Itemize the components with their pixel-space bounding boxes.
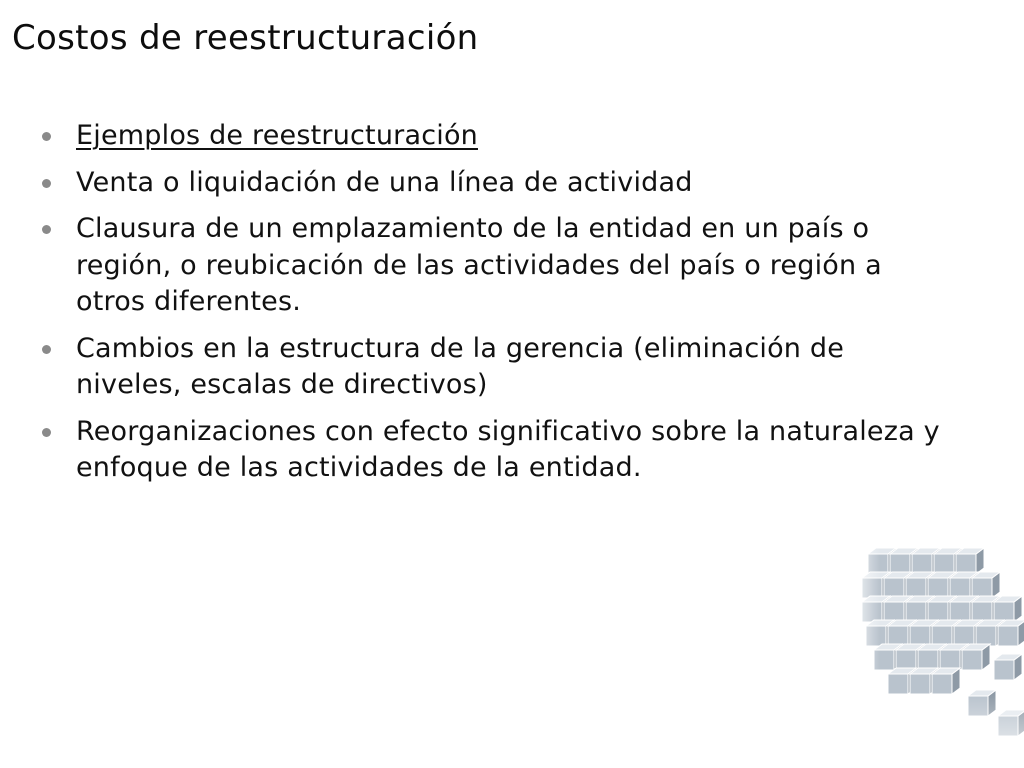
slide-title: Costos de reestructuración [12,18,479,58]
bullet-item [40,211,940,321]
bullet-marker [42,132,51,141]
bullet-item [40,118,940,155]
bullet-marker [42,345,51,354]
bullet-item [40,414,940,487]
bullet-item [40,165,940,202]
bullet-marker [42,225,51,234]
bullet-list [40,118,940,497]
bullet-text: Reorganizaciones con efecto significativo sobre la naturaleza y enfoque de las actividades de la entidad. [76,415,940,483]
bullet-marker [42,428,51,437]
bullet-text: Ejemplos de reestructuración [76,120,478,151]
bullet-text: Venta o liquidación de una línea de actividad [76,166,693,198]
cubes-icon [848,520,1024,768]
bullet-item [40,331,940,404]
bullet-text: Clausura de un emplazamiento de la entidad en un país o región, o reubicación de las actividades del país o región a otros diferentes. [76,213,882,317]
bullet-marker [42,179,51,188]
bullet-text: Cambios en la estructura de la gerencia (eliminación de niveles, escalas de directivos) [76,332,845,400]
